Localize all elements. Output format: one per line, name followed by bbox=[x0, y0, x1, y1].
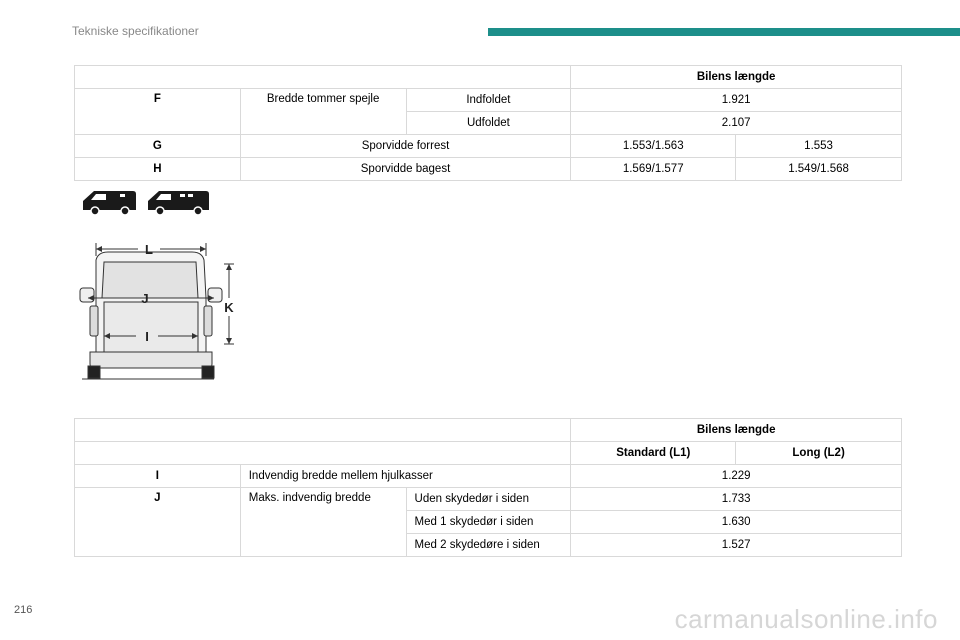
row-label: Bredde tommer spejle bbox=[240, 89, 406, 135]
row-code: F bbox=[75, 89, 241, 135]
page-number: 216 bbox=[14, 604, 33, 616]
van-short-icon bbox=[83, 191, 136, 215]
van-icons bbox=[80, 188, 210, 223]
column-header: Bilens længde bbox=[571, 66, 902, 89]
table-header-row bbox=[75, 66, 902, 89]
row-label: Sporvidde forrest bbox=[240, 135, 571, 158]
dimension-label-l: L bbox=[145, 242, 153, 257]
row-code: J bbox=[75, 488, 241, 557]
watermark: carmanualsonline.info bbox=[674, 604, 938, 634]
row-sublabel: Indfoldet bbox=[406, 89, 571, 112]
table-subheader-row bbox=[75, 442, 902, 465]
table-header-row bbox=[75, 419, 902, 442]
row-sublabel: Udfoldet bbox=[406, 112, 571, 135]
table-row bbox=[75, 465, 902, 488]
section-title: Tekniske specifikationer bbox=[72, 24, 199, 38]
rear-view-diagram bbox=[74, 240, 244, 387]
row-value: 1.921 bbox=[571, 89, 902, 112]
dimension-label-i: I bbox=[145, 329, 149, 344]
column-header-standard: Standard (L1) bbox=[571, 442, 736, 465]
row-label: Indvendig bredde mellem hjulkasser bbox=[240, 465, 571, 488]
van-long-icon bbox=[148, 191, 209, 215]
row-code: H bbox=[75, 158, 241, 181]
row-value: 1.549/1.568 bbox=[736, 158, 902, 181]
table-row bbox=[75, 135, 902, 158]
column-header-long: Long (L2) bbox=[736, 442, 902, 465]
row-value: 1.229 bbox=[571, 465, 902, 488]
dimension-label-k: K bbox=[224, 300, 234, 315]
row-value: 1.569/1.577 bbox=[571, 158, 736, 181]
row-sublabel: Med 1 skydedør i siden bbox=[406, 511, 571, 534]
row-sublabel: Med 2 skydedøre i siden bbox=[406, 534, 571, 557]
row-value: 2.107 bbox=[571, 112, 902, 135]
header-accent-bar bbox=[488, 28, 960, 36]
table-row bbox=[75, 158, 902, 181]
row-value: 1.553 bbox=[736, 135, 902, 158]
spec-table-widths bbox=[74, 65, 902, 181]
spec-table-interior bbox=[74, 418, 902, 557]
row-sublabel: Uden skydedør i siden bbox=[406, 488, 571, 511]
row-value: 1.630 bbox=[571, 511, 902, 534]
row-value: 1.527 bbox=[571, 534, 902, 557]
row-label: Sporvidde bagest bbox=[240, 158, 571, 181]
row-value: 1.733 bbox=[571, 488, 902, 511]
dimension-label-j: J bbox=[141, 291, 149, 306]
row-code: G bbox=[75, 135, 241, 158]
row-value: 1.553/1.563 bbox=[571, 135, 736, 158]
table-row bbox=[75, 89, 902, 112]
row-label: Maks. indvendig bredde bbox=[240, 488, 406, 557]
column-header: Bilens længde bbox=[571, 419, 902, 442]
row-code: I bbox=[75, 465, 241, 488]
table-row bbox=[75, 488, 902, 511]
